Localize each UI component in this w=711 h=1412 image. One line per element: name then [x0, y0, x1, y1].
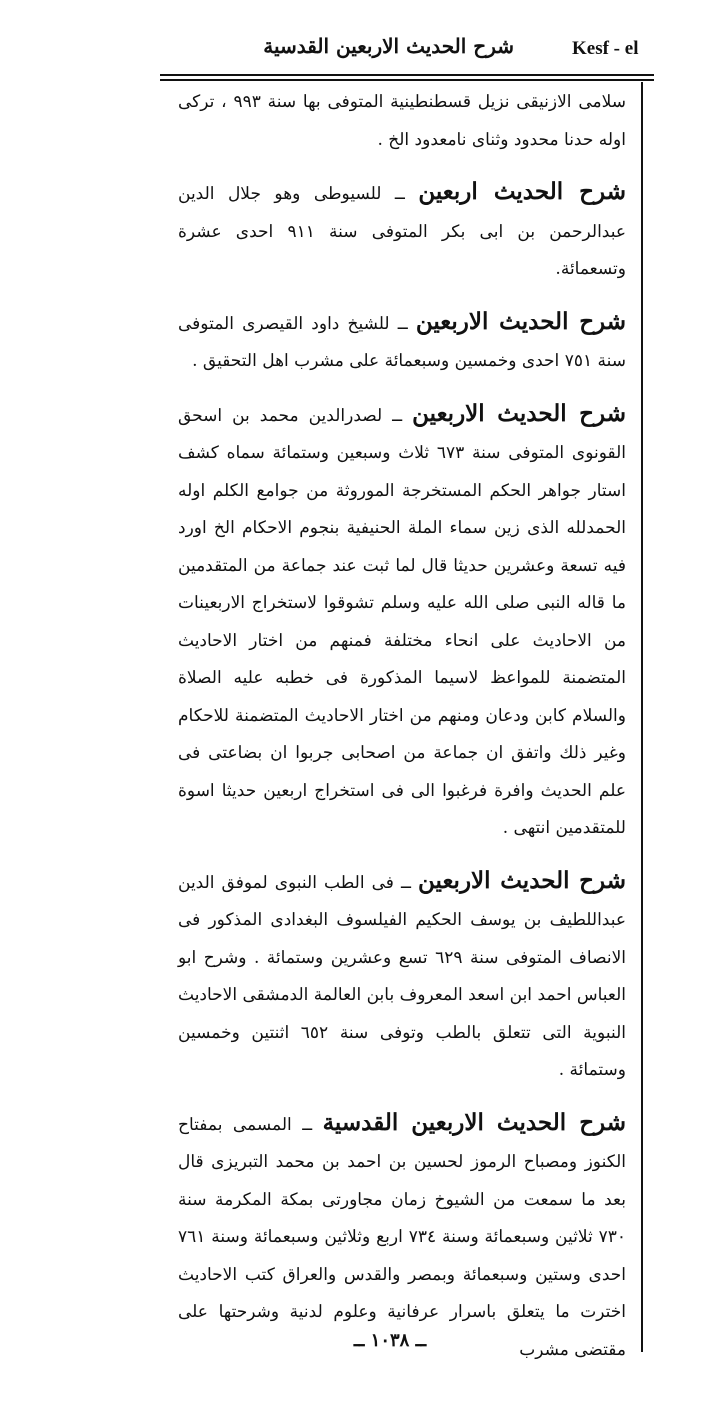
entry-body: ــ للشيخ داود القيصرى المتوفى سنة ٧٥١ احدى وخمسين وسبعمائة على مشرب اهل التحقيق .: [178, 313, 626, 371]
entry-tibb-nabawi: [178, 862, 626, 1090]
entry-text: [178, 395, 626, 848]
entry-body: سلامى الازنيقى نزيل قسطنطينية المتوفى بها سنة ٩٩٣ ، ترکی اوله حدنا محدود وثنای نامعدود الخ .: [178, 92, 626, 150]
text-column: [178, 84, 626, 1383]
entry-qaysari: [178, 303, 626, 381]
entry-heading: شرح الحديث الاربعين: [418, 866, 626, 894]
entry-text: [178, 303, 626, 381]
entry-body: ــ المسمى بمفتاح الكنوز ومصباح الرموز لحسين بن احمد بن محمد التبريزى قال بعد ما سمعت من الشيوخ زمان مجاورتى بمكة المكرمة سنة ٧٣٠ ثلاثين وسبعمائة وسنة ٧٣٤ اربع وثلاثين وسبعمائة وسنة ٧٦١ احدى وستين وسبعمائة وبمصر والقدس والعراق كتب الاحاديث اخترت ما يتعلق باسرار عرفانية وعلوم لدنية وشرحتها على مقتضى مشرب: [178, 1114, 626, 1360]
entry-body: ــ فى الطب النبوى لموفق الدين عبداللطيف بن يوسف الحكيم الفيلسوف البغدادى المذكور فى الانصاف المتوفى سنة ٦٢٩ تسع وعشرين وستمائة . وشرح ابو العباس احمد ابن اسعد المعروف بابن العالمة الدمشقى الاحاديث النبوية التى تتعلق بالطب وتوفى سنة ٦٥٢ اثنتين وخمسين وستمائة .: [178, 872, 626, 1080]
page-number: ــ ١٠٣٨ ــ: [353, 1330, 427, 1351]
entry-suyuti: [178, 173, 626, 289]
entry-heading: شرح الحديث الاربعين: [415, 307, 627, 335]
entry-continuation: [178, 84, 626, 159]
entry-text: [178, 173, 626, 289]
margin-line: [641, 82, 643, 1352]
entry-text: [178, 84, 626, 159]
entry-text: [178, 862, 626, 1090]
header-title-latin: Kesf - el: [572, 38, 639, 59]
entry-heading: شرح الحديث اربعين: [418, 178, 626, 205]
header-rule-bottom: [160, 79, 654, 81]
entry-body: ــ لصدرالدين محمد بن اسحق القونوى المتوفى سنة ٦٧٣ ثلاث وسبعين وستمائة سماه كشف استار جواهر الحكم المستخرجة الموروثة من جوامع الكلم اوله الحمدلله الذى زين سماء الملة الحنيفية بنجوم الاحكام الخ اورد فيه تسعة وعشرين حديثا قال لما ثبت عند جماعة من المتقدمين ما قاله النبى صلى الله عليه وسلم تشوقوا لاستخراج الاربعينات من الاحاديث على انحاء مختلفة فمنهم من اختار الاحاديث المتضمنة للمواعظ لاسيما المذكورة فى خطبه عليه الصلاة والسلام كابن ودعان ومنهم من اختار الاحاديث المتضمنة للاحكام وغير ذلك واتفق ان جماعة من اصحابى جربوا ان بضاعتى فى علم الحديث وافرة فرغبوا الى فى استخراج اربعين حديثا اسوة للمتقدمين انتهى .: [178, 405, 626, 838]
header-rule-top: [160, 74, 654, 76]
running-header: [160, 30, 654, 74]
entry-body: ــ للسيوطى وهو جلال الدين عبدالرحمن بن ابى بكر المتوفى سنة ٩١١ احدى عشرة وتسعمائة.: [178, 184, 626, 279]
entry-heading: شرح الحديث الاربعين القدسية: [322, 1108, 627, 1136]
entry-heading: شرح الحديث الاربعين: [412, 399, 626, 427]
header-title-arabic: شرح الحديث الاربعين القدسية: [263, 34, 514, 58]
entry-qunawi: [178, 395, 626, 848]
